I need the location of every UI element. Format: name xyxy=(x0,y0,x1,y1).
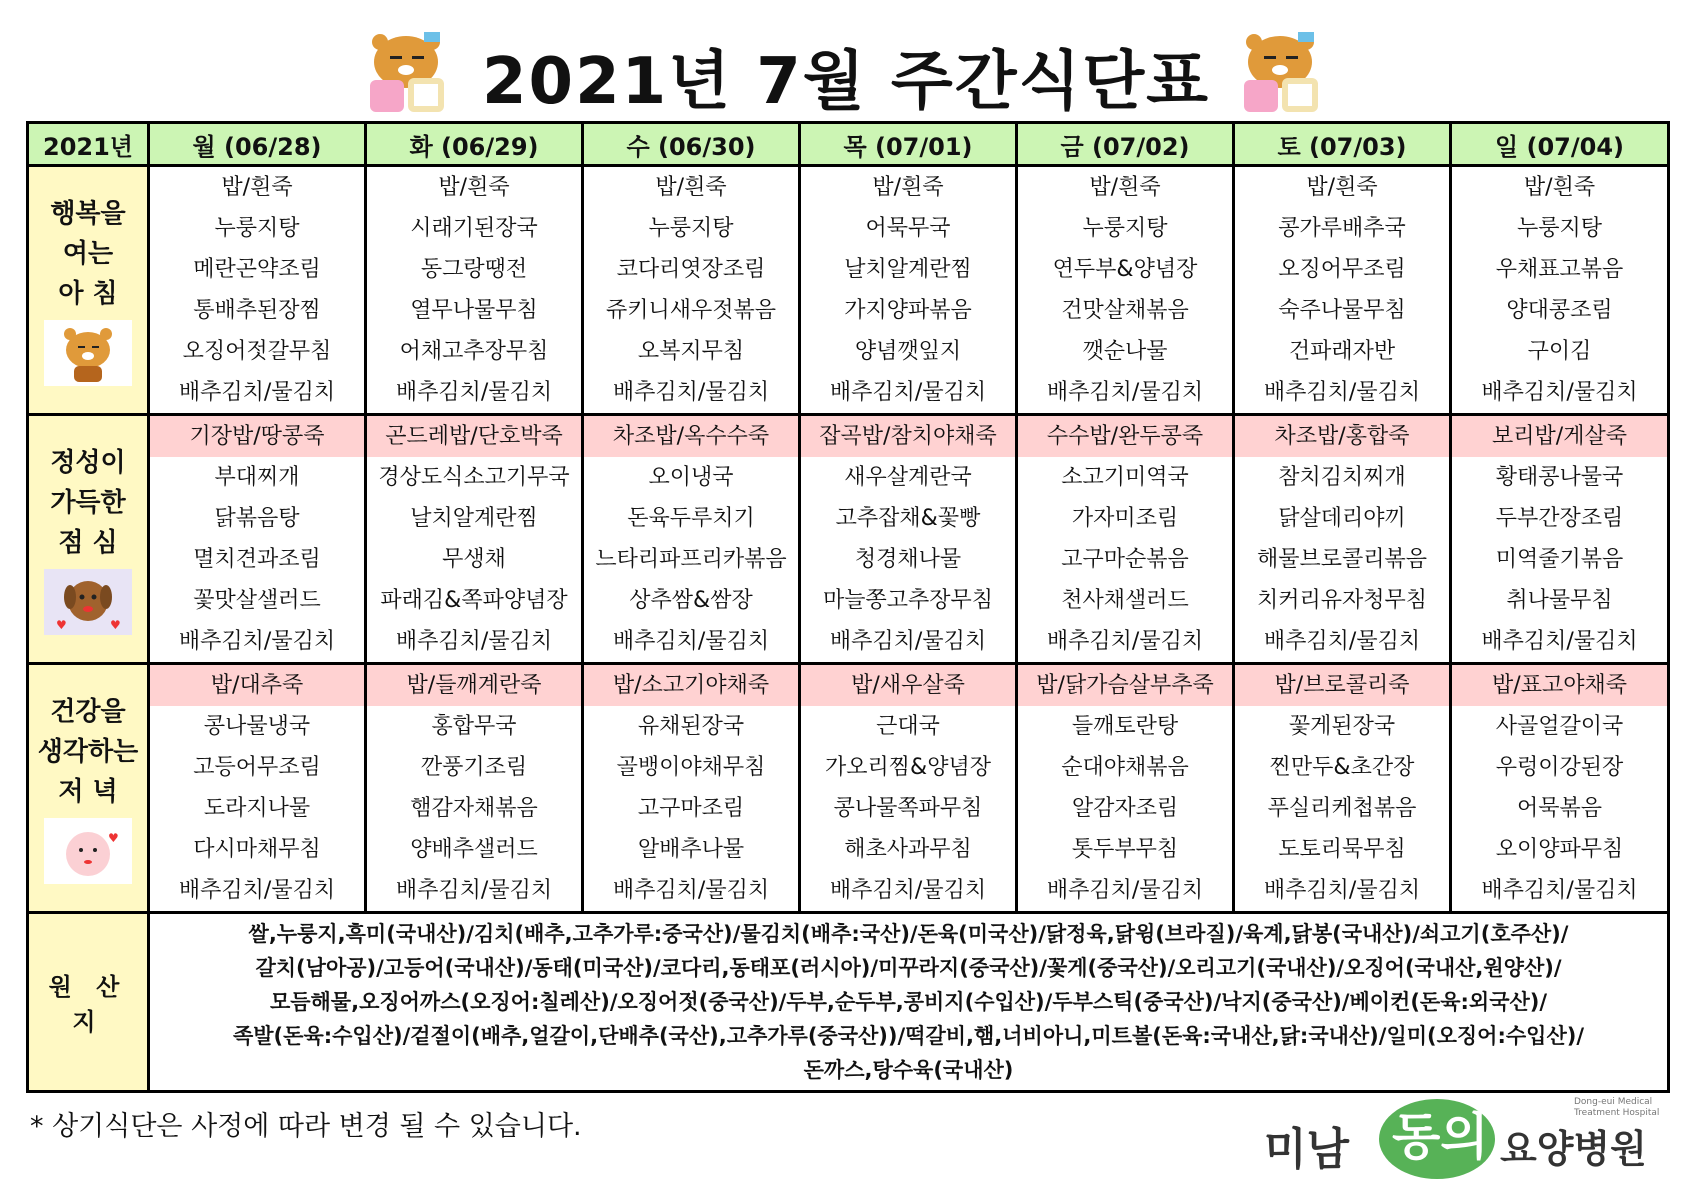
mascot-ryan-icon xyxy=(354,28,460,118)
menu-item: 배추김치/물김치 xyxy=(1046,380,1204,405)
menu-item: 배추김치/물김치 xyxy=(395,878,553,903)
day-menu-cell xyxy=(366,664,583,913)
day-menu-cell xyxy=(583,664,800,913)
menu-item: 콩나물쪽파무침 xyxy=(833,796,983,821)
day-menu-cell xyxy=(366,166,583,415)
porridge-item: 곤드레밥/단호박죽 xyxy=(367,416,581,457)
menu-item: 연두부&양념장 xyxy=(1052,257,1198,282)
meal-label-line: 저 녁 xyxy=(58,777,118,807)
menu-item: 홍합무국 xyxy=(431,714,517,739)
day-menu-cell xyxy=(1451,166,1669,415)
logo-text-left: 미남 xyxy=(1264,1124,1350,1175)
menu-item: 누룽지탕 xyxy=(1082,216,1168,241)
menu-item: 밥/흰죽 xyxy=(655,175,727,200)
menu-item: 누룽지탕 xyxy=(214,216,300,241)
menu-item: 통배추된장찜 xyxy=(193,298,321,323)
menu-item: 가오리찜&양념장 xyxy=(825,755,991,780)
menu-item: 닭살데리야끼 xyxy=(1278,506,1406,531)
menu-item: 부대찌개 xyxy=(214,465,300,490)
day-menu-cell xyxy=(366,415,583,664)
menu-item: 배추김치/물김치 xyxy=(1263,878,1421,903)
menu-item: 배추김치/물김치 xyxy=(1481,629,1638,654)
day-menu-cell xyxy=(800,415,1017,664)
menu-item: 다시마채무침 xyxy=(193,837,321,862)
menu-item: 치커리유자청무침 xyxy=(1256,588,1428,613)
menu-item: 양념깻잎지 xyxy=(854,339,962,364)
menu-item: 우렁이강된장 xyxy=(1495,755,1624,780)
logo-sub-line: Dong-eui Medical xyxy=(1574,1097,1653,1107)
menu-item: 건파래자반 xyxy=(1288,339,1396,364)
menu-item: 어채고추장무침 xyxy=(399,339,549,364)
menu-item: 배추김치/물김치 xyxy=(1046,878,1204,903)
menu-item: 건맛살채볶음 xyxy=(1061,298,1189,323)
origin-line: 족발(돈육:수입산)/겉절이(배추,얼갈이,단배추(국산),고추가루(중국산))/떡갈비,햄,너비아니,미트볼(돈육:국내산,닭:국내산)/일미(오징어:수입산)/ xyxy=(232,1024,1584,1048)
origin-label: 원 산 지 xyxy=(28,913,149,1092)
menu-item: 햄감자채볶음 xyxy=(410,796,538,821)
day-header: 일 (07/04) xyxy=(1451,123,1669,166)
menu-item: 배추김치/물김치 xyxy=(612,380,770,405)
day-menu-cell xyxy=(1017,415,1234,664)
origin-info xyxy=(149,913,1669,1092)
menu-item: 무생채 xyxy=(442,547,506,572)
menu-item: 배추김치/물김치 xyxy=(178,878,336,903)
menu-item: 콩가루배추국 xyxy=(1278,216,1406,241)
day-menu-cell xyxy=(1234,415,1451,664)
logo-sub-line: Treatment Hospital xyxy=(1574,1108,1660,1118)
day-header: 화 (06/29) xyxy=(366,123,583,166)
menu-item: 우채표고볶음 xyxy=(1495,257,1624,282)
menu-item: 배추김치/물김치 xyxy=(178,629,336,654)
menu-item: 밥/흰죽 xyxy=(1523,175,1596,200)
header-row xyxy=(28,123,1669,166)
day-menu-cell xyxy=(1017,166,1234,415)
menu-item: 배추김치/물김치 xyxy=(395,629,553,654)
meal-label xyxy=(28,166,149,415)
menu-item: 알배추나물 xyxy=(637,837,745,862)
frodo-mascot-icon xyxy=(44,569,132,635)
menu-item: 배추김치/물김치 xyxy=(1481,878,1638,903)
menu-item: 가지양파볶음 xyxy=(844,298,972,323)
menu-item: 골뱅이야채무침 xyxy=(616,755,766,780)
menu-item: 도토리묵무침 xyxy=(1278,837,1406,862)
porridge-item: 밥/닭가슴살부추죽 xyxy=(1018,665,1232,706)
day-menu-cell xyxy=(583,166,800,415)
porridge-item: 밥/표고야채죽 xyxy=(1452,665,1667,706)
menu-item: 배추김치/물김치 xyxy=(395,380,553,405)
porridge-item: 잡곡밥/참치야채죽 xyxy=(801,416,1015,457)
menu-item: 메란곤약조림 xyxy=(193,257,321,282)
menu-item: 황태콩나물국 xyxy=(1495,465,1624,490)
menu-item: 동그랑땡전 xyxy=(420,257,528,282)
menu-item: 양배추샐러드 xyxy=(410,837,538,862)
origin-line: 모듬해물,오징어까스(오징어:칠레산)/오징어젓(중국산)/두부,순두부,콩비지(수입산)/두부스틱(중국산)/낙지(중국산)/베이컨(돈육:외국산)/ xyxy=(269,990,1548,1014)
origin-line: 쌀,누룽지,흑미(국내산)/김치(배추,고추가루:중국산)/물김치(배추:국산)/돈육(미국산)/닭정육,닭윙(브라질)/육계,닭봉(국내산)/쇠고기(호주산)/ xyxy=(248,922,1569,946)
menu-item: 오징어무조림 xyxy=(1278,257,1406,282)
day-header: 월 (06/28) xyxy=(149,123,366,166)
menu-item: 배추김치/물김치 xyxy=(829,629,987,654)
menu-item: 소고기미역국 xyxy=(1061,465,1189,490)
menu-item: 돈육두루치기 xyxy=(627,506,755,531)
menu-item: 천사채샐러드 xyxy=(1061,588,1189,613)
origin-line: 갈치(남아공)/고등어(국내산)/동태(미국산)/코다리,동태포(러시아)/미꾸라지(중국산)/꽃게(중국산)/오리고기(국내산)/오징어(국내산,원양산)/ xyxy=(255,956,1562,980)
menu-item: 오징어젓갈무침 xyxy=(182,339,332,364)
logo-text-mid: 동의 xyxy=(1392,1108,1489,1166)
menu-item: 날치알계란찜 xyxy=(844,257,972,282)
menu-item: 고추잡채&꽃빵 xyxy=(835,506,981,531)
menu-item: 해물브로콜리볶음 xyxy=(1256,547,1428,572)
menu-item: 두부간장조림 xyxy=(1495,506,1624,531)
menu-item: 푸실리케첩볶음 xyxy=(1267,796,1417,821)
menu-item: 밥/흰죽 xyxy=(438,175,510,200)
menu-item: 가자미조림 xyxy=(1071,506,1179,531)
menu-item: 취나물무침 xyxy=(1506,588,1613,613)
mascot-ryan-icon xyxy=(1228,28,1334,118)
menu-item: 찐만두&초간장 xyxy=(1269,755,1415,780)
day-header: 목 (07/01) xyxy=(800,123,1017,166)
menu-item: 밥/흰죽 xyxy=(1089,175,1161,200)
origin-line: 돈까스,탕수육(국내산) xyxy=(803,1058,1014,1082)
menu-item: 알감자조림 xyxy=(1071,796,1179,821)
menu-item: 배추김치/물김치 xyxy=(612,878,770,903)
menu-item: 마늘쫑고추장무침 xyxy=(822,588,994,613)
menu-item: 톳두부무침 xyxy=(1071,837,1179,862)
porridge-item: 밥/대추죽 xyxy=(150,665,364,706)
menu-item: 배추김치/물김치 xyxy=(1263,380,1421,405)
porridge-item: 밥/소고기야채죽 xyxy=(584,665,798,706)
meal-label-line: 가득한 xyxy=(50,488,126,518)
menu-item: 파래김&쪽파양념장 xyxy=(380,588,568,613)
porridge-item: 차조밥/홍합죽 xyxy=(1235,416,1449,457)
menu-item: 밥/흰죽 xyxy=(1306,175,1378,200)
menu-item: 배추김치/물김치 xyxy=(1481,380,1638,405)
day-menu-cell xyxy=(1234,664,1451,913)
day-menu-cell xyxy=(800,166,1017,415)
meal-label-line: 행복을 xyxy=(50,199,126,229)
porridge-item: 밥/새우살죽 xyxy=(801,665,1015,706)
menu-item: 콩나물냉국 xyxy=(203,714,311,739)
menu-item: 들깨토란탕 xyxy=(1071,714,1179,739)
meal-label-line: 아 침 xyxy=(58,279,118,309)
menu-item: 참치김치찌개 xyxy=(1278,465,1406,490)
day-menu-cell xyxy=(1451,664,1669,913)
menu-item: 경상도식소고기무국 xyxy=(378,465,570,490)
svg-text:♥: ♥ xyxy=(110,618,121,632)
menu-item: 누룽지탕 xyxy=(648,216,734,241)
day-header: 토 (07/03) xyxy=(1234,123,1451,166)
menu-item: 배추김치/물김치 xyxy=(178,380,336,405)
menu-item: 닭볶음탕 xyxy=(214,506,300,531)
menu-item: 구이김 xyxy=(1527,339,1592,364)
meal-row xyxy=(28,415,1669,664)
menu-item: 숙주나물무침 xyxy=(1278,298,1406,323)
origin-row xyxy=(28,913,1669,1092)
menu-item: 새우살계란국 xyxy=(844,465,972,490)
menu-item: 미역줄기볶음 xyxy=(1495,547,1624,572)
menu-item: 고등어무조림 xyxy=(193,755,321,780)
menu-item: 꽃맛살샐러드 xyxy=(193,588,321,613)
menu-table xyxy=(26,121,1670,1093)
menu-item: 깻순나물 xyxy=(1082,339,1168,364)
day-menu-cell xyxy=(149,415,366,664)
menu-item: 꽃게된장국 xyxy=(1288,714,1396,739)
menu-item: 상추쌈&쌈장 xyxy=(629,588,753,613)
meal-row xyxy=(28,166,1669,415)
meal-label-line: 건강을 xyxy=(50,697,126,727)
menu-item: 배추김치/물김치 xyxy=(612,629,770,654)
day-header: 수 (06/30) xyxy=(583,123,800,166)
meal-row xyxy=(28,664,1669,913)
logo-text-right: 요양병원 xyxy=(1500,1127,1647,1171)
day-menu-cell xyxy=(1017,664,1234,913)
menu-item: 고구마조림 xyxy=(637,796,745,821)
menu-item: 양대콩조림 xyxy=(1506,298,1613,323)
menu-item: 순대야채볶음 xyxy=(1061,755,1189,780)
menu-item: 날치알계란찜 xyxy=(410,506,538,531)
menu-item: 오이냉국 xyxy=(648,465,734,490)
menu-item: 쥬키니새우젓볶음 xyxy=(605,298,777,323)
menu-item: 깐풍기조림 xyxy=(420,755,528,780)
menu-item: 어묵무국 xyxy=(865,216,951,241)
porridge-item: 수수밥/완두콩죽 xyxy=(1018,416,1232,457)
hospital-logo xyxy=(1262,1084,1660,1184)
meal-label xyxy=(28,664,149,913)
menu-item: 코다리엿장조림 xyxy=(616,257,766,282)
day-menu-cell xyxy=(1451,415,1669,664)
day-menu-cell xyxy=(583,415,800,664)
menu-item: 밥/흰죽 xyxy=(872,175,944,200)
menu-item: 느타리파프리카볶음 xyxy=(595,547,787,572)
porridge-item: 밥/브로콜리죽 xyxy=(1235,665,1449,706)
menu-item: 해초사과무침 xyxy=(844,837,972,862)
apeach-mascot-icon xyxy=(44,818,132,884)
menu-item: 청경채나물 xyxy=(854,547,962,572)
menu-item: 밥/흰죽 xyxy=(221,175,293,200)
day-menu-cell xyxy=(149,664,366,913)
porridge-item: 기장밥/땅콩죽 xyxy=(150,416,364,457)
day-header: 금 (07/02) xyxy=(1017,123,1234,166)
day-menu-cell xyxy=(149,166,366,415)
meal-label xyxy=(28,415,149,664)
menu-item: 도라지나물 xyxy=(203,796,311,821)
menu-item: 근대국 xyxy=(876,714,940,739)
page-title: 2021년 7월 주간식단표 xyxy=(482,45,1210,119)
meal-label-line: 생각하는 xyxy=(37,737,139,767)
menu-item: 배추김치/물김치 xyxy=(829,380,987,405)
meal-label-line: 여는 xyxy=(62,239,114,269)
ryan-mascot-icon xyxy=(44,320,132,386)
menu-item: 배추김치/물김치 xyxy=(829,878,987,903)
menu-item: 고구마순볶음 xyxy=(1061,547,1189,572)
menu-item: 배추김치/물김치 xyxy=(1046,629,1204,654)
porridge-item: 차조밥/옥수수죽 xyxy=(584,416,798,457)
svg-text:♥: ♥ xyxy=(108,831,119,845)
menu-item: 멸치견과조림 xyxy=(193,547,321,572)
menu-item: 배추김치/물김치 xyxy=(1263,629,1421,654)
porridge-item: 밥/들깨계란죽 xyxy=(367,665,581,706)
day-menu-cell xyxy=(1234,166,1451,415)
year-header: 2021년 xyxy=(28,123,149,166)
menu-item: 사골얼갈이국 xyxy=(1495,714,1624,739)
meal-label-line: 정성이 xyxy=(50,448,126,478)
menu-item: 어묵볶음 xyxy=(1516,796,1602,821)
menu-item: 오복지무침 xyxy=(637,339,745,364)
menu-item: 오이양파무침 xyxy=(1495,837,1624,862)
porridge-item: 보리밥/게살죽 xyxy=(1452,416,1667,457)
menu-item: 열무나물무침 xyxy=(410,298,538,323)
disclaimer-note: * 상기식단은 사정에 따라 변경 될 수 있습니다. xyxy=(30,1111,582,1142)
menu-item: 누룽지탕 xyxy=(1516,216,1602,241)
menu-item: 유채된장국 xyxy=(637,714,745,739)
menu-item: 시래기된장국 xyxy=(410,216,538,241)
meal-label-line: 점 심 xyxy=(58,528,118,558)
day-menu-cell xyxy=(800,664,1017,913)
svg-text:♥: ♥ xyxy=(56,618,67,632)
